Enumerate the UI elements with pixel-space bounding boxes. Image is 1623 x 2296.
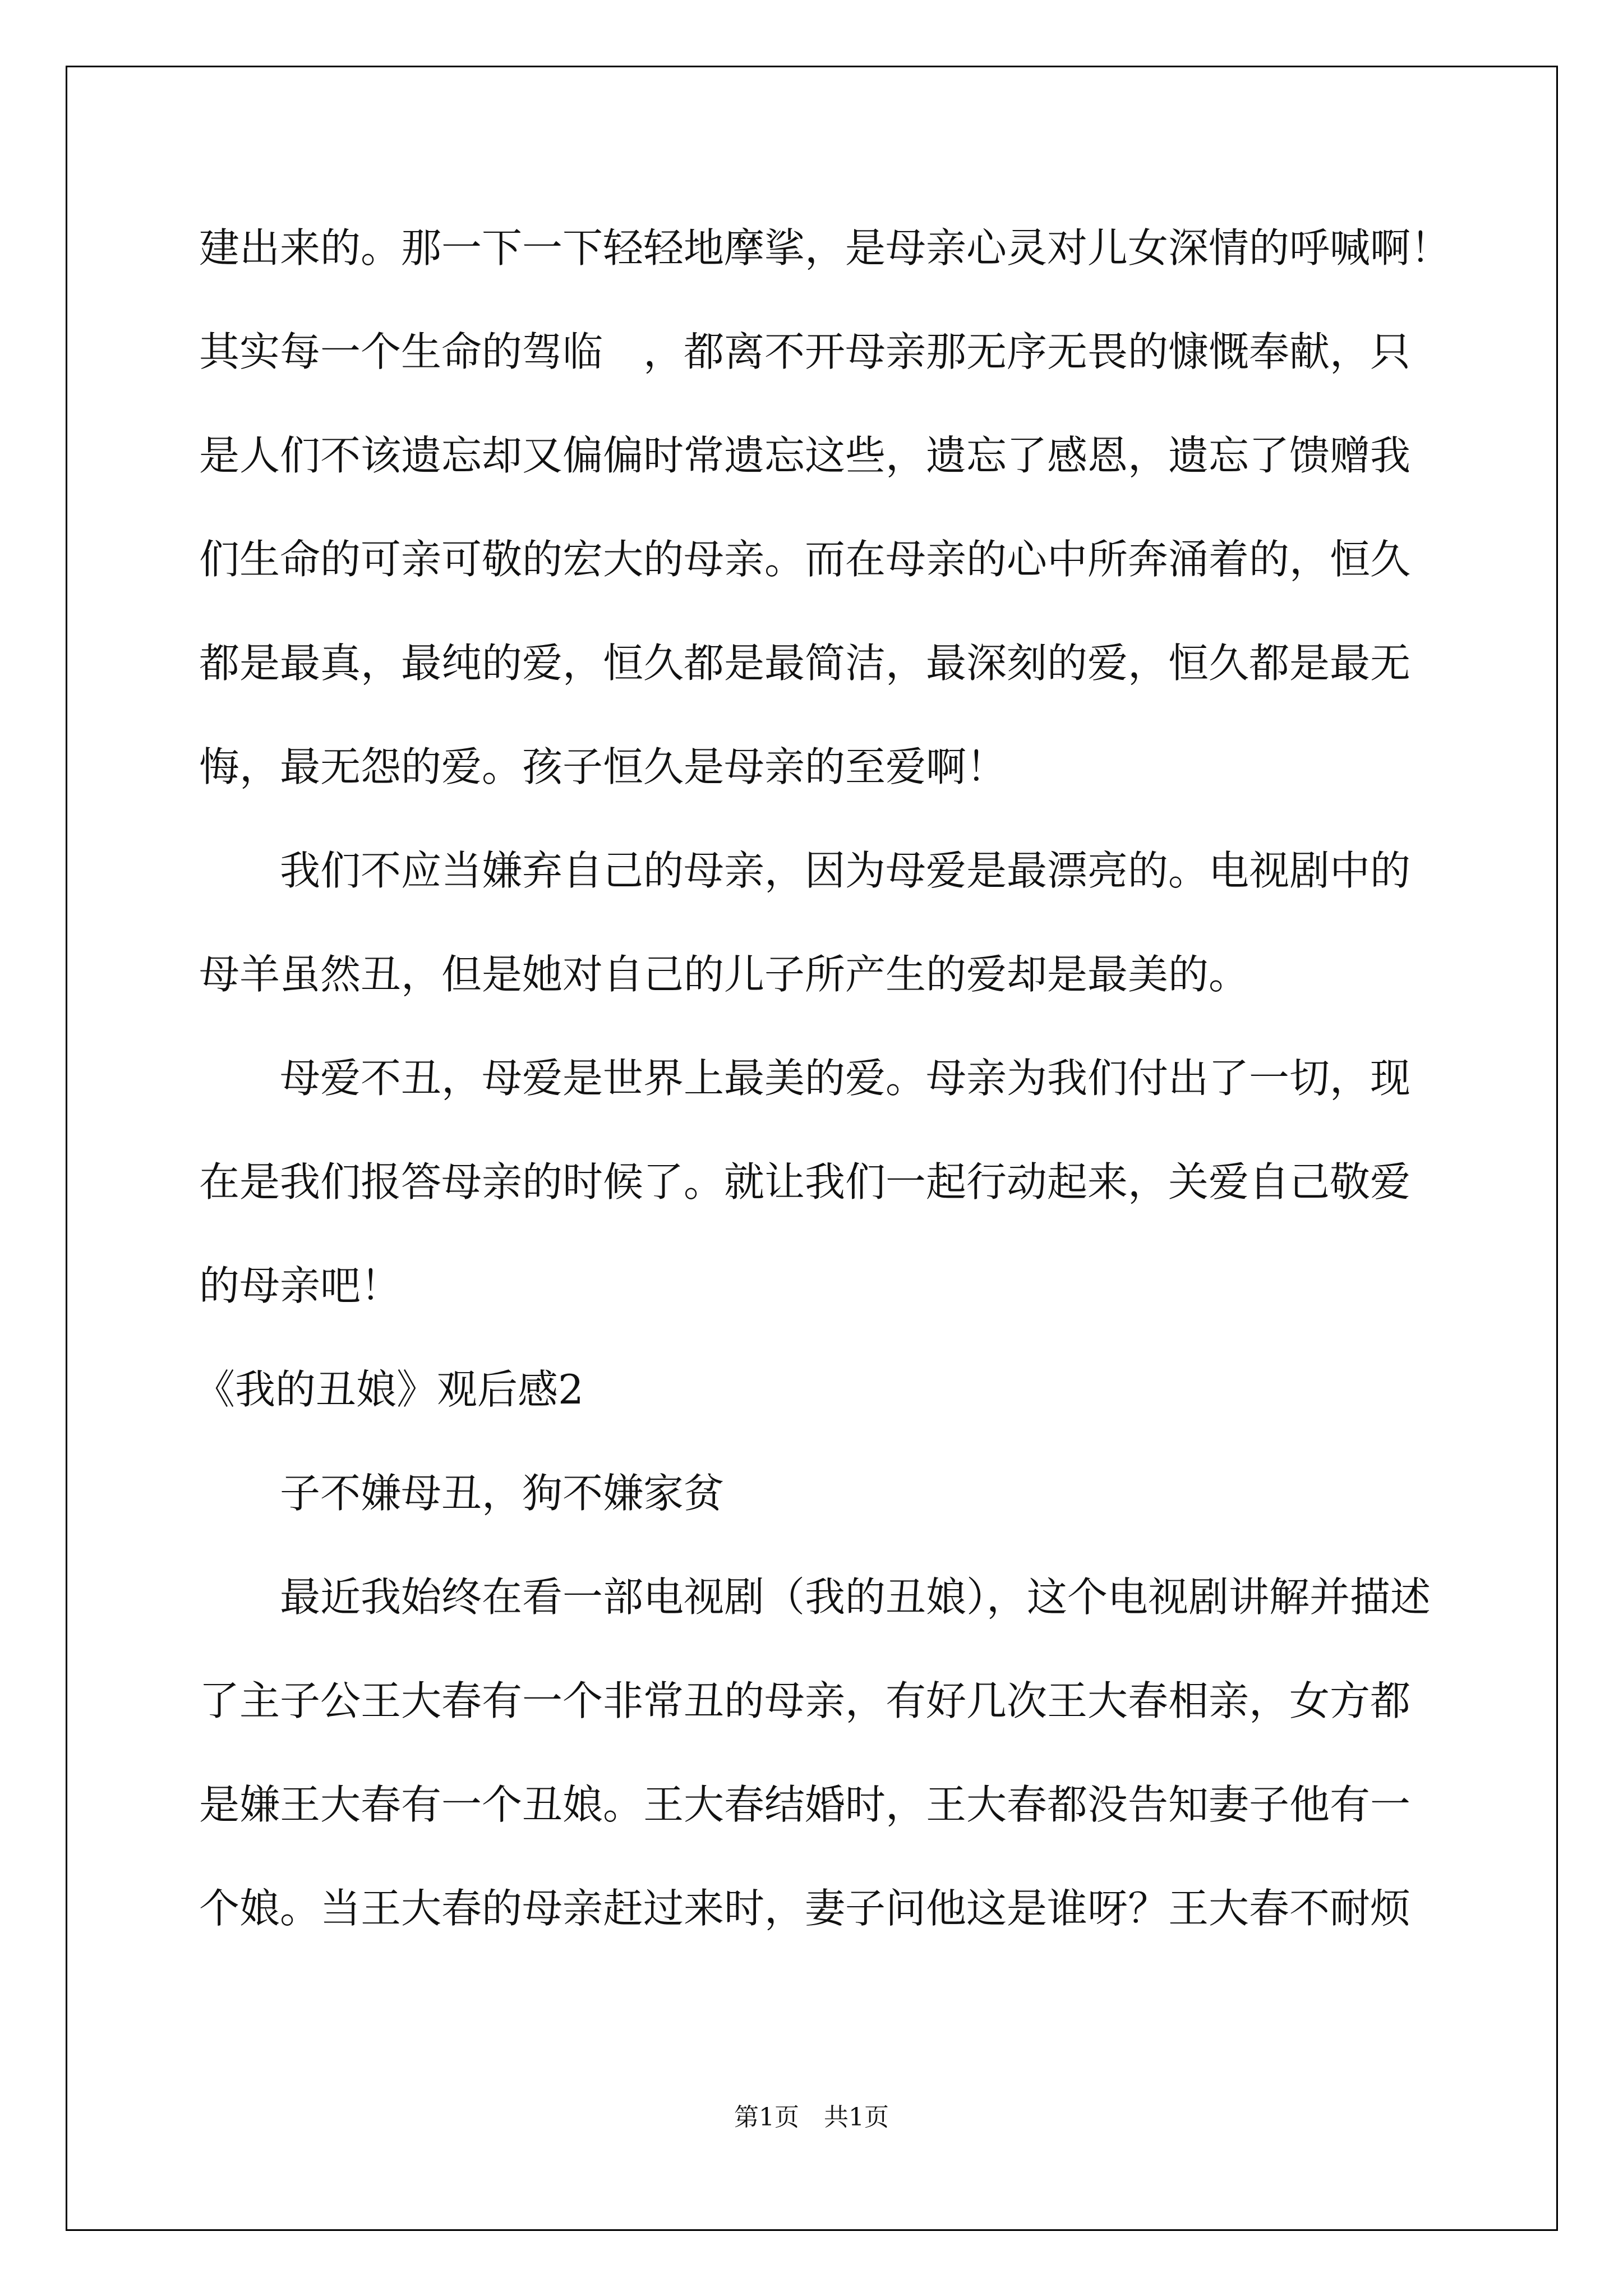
text-line: 们生命的可亲可敬的宏大的母亲。而在母亲的心中所奔涌着的，恒久	[199, 536, 1411, 583]
text-line: 是人们不该遗忘却又偏偏时常遗忘这些，遗忘了感恩，遗忘了馈赠我	[199, 432, 1411, 479]
text-line: 建出来的。那一下一下轻轻地摩挲，是母亲心灵对儿女深情的呼喊啊！	[199, 224, 1451, 272]
text-line: 个娘。当王大春的母亲赶过来时，妻子问他这是谁呀？王大春不耐烦	[199, 1885, 1411, 1932]
paragraph-start-line: 母爱不丑，母爱是世界上最美的爱。母亲为我们付出了一切，现	[280, 1055, 1411, 1102]
text-line: 都是最真，最纯的爱，恒久都是最简洁，最深刻的爱，恒久都是最无	[199, 639, 1411, 687]
text-line: 其实每一个生命的驾临 ，都离不开母亲那无序无畏的慷慨奉献，只	[199, 328, 1411, 375]
text-line: 在是我们报答母亲的时候了。就让我们一起行动起来，关爱自己敬爱	[199, 1158, 1411, 1205]
text-line: 母羊虽然丑，但是她对自己的儿子所产生的爱却是最美的。	[199, 951, 1249, 998]
section-heading: 《我的丑娘》观后感2	[195, 1366, 584, 1413]
paragraph-start-line: 子不嫌母丑，狗不嫌家贫	[280, 1470, 725, 1517]
paragraph-start-line: 我们不应当嫌弃自己的母亲，因为母爱是最漂亮的。电视剧中的	[280, 847, 1411, 894]
text-line: 悔，最无怨的爱。孩子恒久是母亲的至爱啊！	[199, 743, 1007, 790]
page-number-footer: 第1页 共1页	[734, 2103, 889, 2132]
text-line: 了主子公王大春有一个非常丑的母亲，有好几次王大春相亲，女方都	[199, 1677, 1411, 1724]
text-line: 是嫌王大春有一个丑娘。王大春结婚时，王大春都没告知妻子他有一	[199, 1781, 1411, 1828]
paragraph-start-line: 最近我始终在看一部电视剧（我的丑娘），这个电视剧讲解并描述	[280, 1573, 1431, 1621]
text-line: 的母亲吧！	[199, 1262, 402, 1309]
